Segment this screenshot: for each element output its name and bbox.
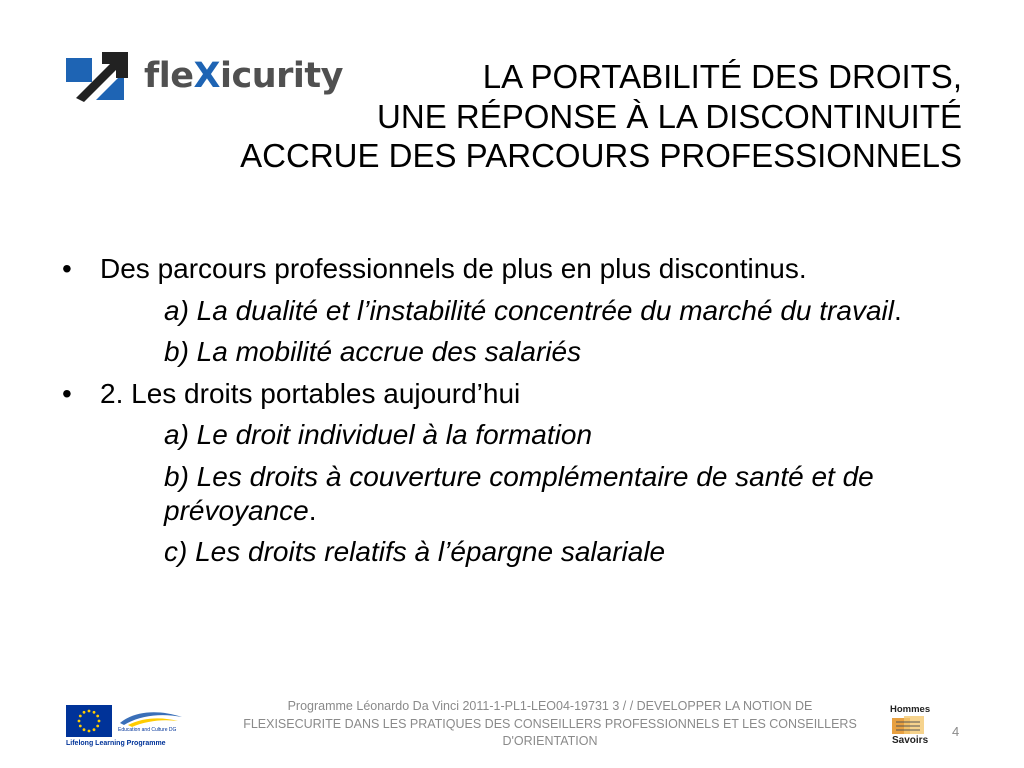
bullet-1-text: Des parcours professionnels de plus en plus discontinus. bbox=[100, 253, 807, 284]
footer-text bbox=[210, 698, 890, 751]
education-culture-swoosh-icon bbox=[118, 709, 184, 727]
bullet-item-2 bbox=[62, 377, 972, 411]
bullet-marker: • bbox=[62, 377, 72, 409]
slide-body bbox=[62, 252, 972, 577]
bullet-marker: • bbox=[62, 253, 72, 284]
education-culture-caption: Education and Culture DG bbox=[118, 727, 177, 733]
partner-logo-emblem-icon bbox=[892, 716, 928, 736]
sub-item-2a: a) Le droit individuel à la formation bbox=[164, 419, 593, 451]
slide-title bbox=[162, 57, 962, 176]
sub-item-1b: b) La mobilité accrue des salariés bbox=[164, 336, 582, 368]
flexicurity-wordmark: fleXicurity bbox=[144, 56, 343, 96]
hommes-savoirs-logo bbox=[884, 704, 936, 752]
title-line-1: LA PORTABILITÉ DES DROITS, bbox=[482, 58, 962, 95]
eu-flag-icon bbox=[66, 705, 112, 737]
partner-logo-top-text: Hommes bbox=[890, 704, 931, 715]
flexicurity-arrow-icon bbox=[66, 48, 132, 104]
footer-line-3: D'ORIENTATION bbox=[502, 734, 598, 748]
sub-item-2c: c) Les droits relatifs à l’épargne salariale bbox=[164, 536, 666, 568]
eu-lifelong-learning-logo bbox=[66, 703, 191, 753]
page-number: 4 bbox=[952, 724, 960, 739]
title-line-3: ACCRUE DES PARCOURS PROFESSIONNELS bbox=[240, 137, 962, 175]
footer-line-1: Programme Léonardo Da Vinci 2011-1-PL1-LEO04-19731 3 / / DEVELOPPER LA NOTION DE bbox=[287, 699, 813, 713]
bullet-2-text: 2. Les droits portables aujourd’hui bbox=[100, 377, 521, 409]
lifelong-learning-caption: Lifelong Learning Programme bbox=[66, 740, 166, 747]
sub-item-2b: b) Les droits à couverture complémentaire de santé et de prévoyance. bbox=[164, 460, 874, 526]
partner-logo-bottom-text: Savoirs bbox=[892, 735, 929, 746]
bullet-item-1 bbox=[62, 252, 972, 286]
footer-line-2: FLEXISECURITE DANS LES PRATIQUES DES CONSEILLERS PROFESSIONNELS ET LES CONSEILLERS bbox=[243, 716, 857, 731]
sub-item-1a: a) La dualité et l’instabilité concentrée du marché du travail. bbox=[164, 294, 902, 326]
title-line-2: UNE RÉPONSE À LA DISCONTINUITÉ bbox=[377, 97, 962, 135]
